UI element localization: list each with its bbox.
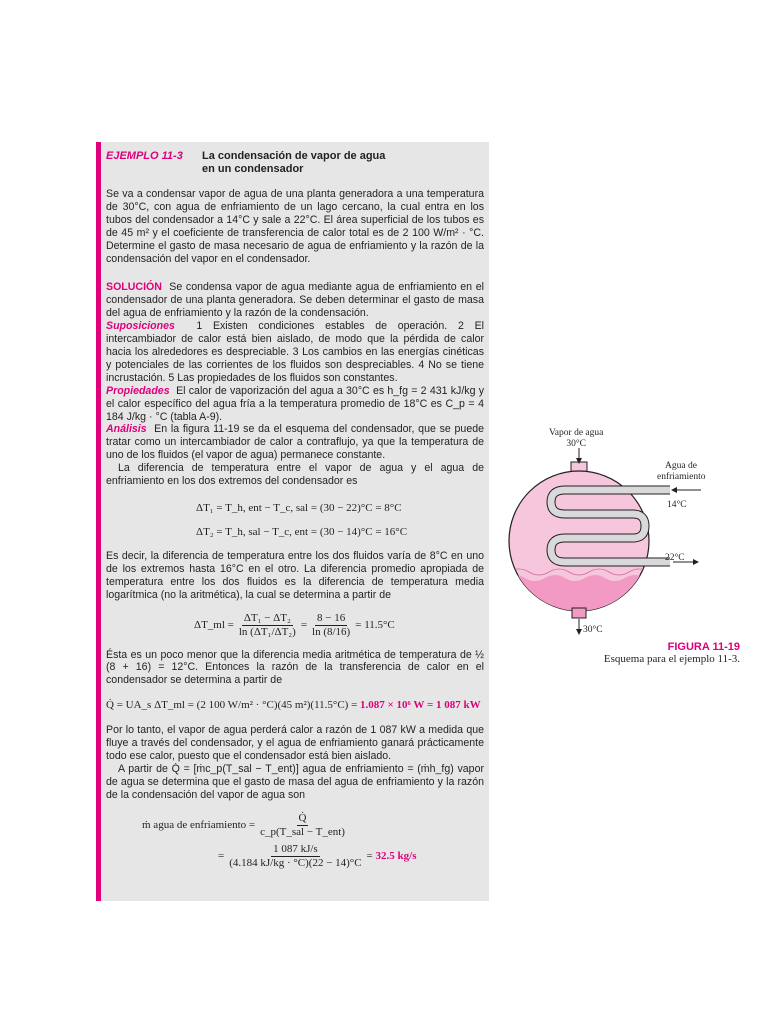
solution-intro xyxy=(106,281,484,320)
mass-flow-value-fraction xyxy=(227,843,363,870)
example-header xyxy=(106,150,484,176)
assumptions-label: Suposiciones xyxy=(106,320,175,333)
paragraph-lmtd: Es decir, la diferencia de temperatura entre los dos fluidos varía de 8°C en uno de los extremos hasta 16°C en el otro. La diferencia promedio apropiada de temperatura entre los dos fluidos es la diferencia de temperatura media logarítmica (no la aritmética), la cual se determina a partir de xyxy=(106,549,484,601)
equation-lmtd xyxy=(194,612,484,639)
mass-flow-fraction xyxy=(258,812,347,839)
figure-caption-label: FIGURA 11-19 xyxy=(667,641,740,653)
properties xyxy=(106,385,484,424)
equation-delta-t1: ΔT₁ = T_h, ent − T_c, sal = (30 − 22)°C = 8°C xyxy=(196,501,402,514)
heat-rate-expression: Q̇ = UA_s ΔT_ml = (2 100 W/m² · °C)(45 m²)(11.5°C) = xyxy=(106,699,358,712)
assumptions xyxy=(106,320,484,385)
condenser-figure xyxy=(505,426,705,676)
paragraph-mass-flow: A partir de Q̇ = [ṁc_p(T_sal − T_ent)] agua de enfriamiento = (ṁh_fg) vapor de agua se determina que el gasto de masa del agua de enfriamiento y la razón de la condensación del vapor de agua son xyxy=(106,762,484,801)
paragraph-heat-loss: Por lo tanto, el vapor de agua perderá calor a razón de 1 087 kW a medida que fluye a través del condensador, y el agua de enfriamiento ganará prácticamente todo ese calor, puesto que el condensador está bien aislado. xyxy=(106,724,484,762)
mass-flow-lhs: ṁ agua de enfriamiento = xyxy=(142,818,256,831)
condenser-diagram xyxy=(505,426,705,641)
lmtd-num2: 8 − 16 xyxy=(317,611,346,624)
example-accent-bar xyxy=(96,142,101,901)
figure-label-out-temp: 22°C xyxy=(665,553,685,563)
properties-text: El calor de vaporización del agua a 30°C es h_fg = 2 431 kJ/kg y el calor específico del agua fría a la temperatura promedio de 18°C es C_p = 4 184 J/kg · °C (tabla A-9). xyxy=(106,384,485,423)
solution-intro-text: Se condensa vapor de agua mediante agua de enfriamiento en el condensador de una planta generadora. Se deben determinar el gasto de masa del agua de enfriamiento y la razón de la condensación. xyxy=(106,281,484,320)
analysis xyxy=(106,423,484,462)
mass-flow-equals: = xyxy=(218,849,225,862)
properties-label: Propiedades xyxy=(106,384,170,397)
mass-flow-value-num: 1 087 kJ/s xyxy=(273,842,318,855)
lmtd-lhs: ΔT_ml = xyxy=(194,618,234,631)
equation-heat-rate xyxy=(106,699,484,712)
lmtd-den1: ln (ΔT₁/ΔT₂) xyxy=(238,625,296,638)
example-title-line1: La condensación de vapor de agua xyxy=(202,150,386,162)
problem-statement: Se va a condensar vapor de agua de una planta generadora a una temperatura de 30°C, con agua de enfriamiento de un lago cercano, la cual entra en los tubos del condensador a 14°C y sale a 22°C. El área superficial de los tubos es de 45 m² y el coeficiente de transferencia de calor total es de 2 100 W/m² · °C. Determine el gasto de masa necesario de agua de enfriamiento y la razón de la condensación del vapor en el condensador. xyxy=(106,188,484,265)
heat-rate-result: 1.087 × 10⁶ W = 1 087 kW xyxy=(360,699,481,712)
lmtd-fraction-1 xyxy=(237,612,298,639)
example-label: EJEMPLO 11-3 xyxy=(106,150,183,162)
lmtd-num1: ΔT₁ − ΔT₂ xyxy=(243,611,291,624)
mass-flow-den: c_p(T_sal − T_ent) xyxy=(260,825,345,838)
solution-label: SOLUCIÓN xyxy=(106,281,162,294)
mass-flow-result: 32.5 kg/s xyxy=(375,849,417,862)
mass-flow-equals-2: = xyxy=(366,849,376,862)
figure-label-water: Agua de enfriamiento xyxy=(657,461,706,482)
analysis-text: En la figura 11-19 se da el esquema del condensador, que se puede tratar como un intercambiador de calor a contraflujo, ya que la temperatura de uno de los fluidos (el vapor de agua) permanece constante. xyxy=(106,423,484,462)
lmtd-fraction-2 xyxy=(310,612,352,639)
figure-caption-text: Esquema para el ejemplo 11-3. xyxy=(603,653,740,665)
figure-label-in-temp: 14°C xyxy=(667,500,687,510)
figure-label-bottom-temp: 30°C xyxy=(583,625,603,635)
equation-mass-flow xyxy=(142,812,484,839)
assumptions-text: 1 Existen condiciones estables de operación. 2 El intercambiador de calor está bien aislado, de modo que la pérdida de calor hacia los alrededores es despreciable. 3 Los cambios en las energías cinéticas y potenciales de las corrientes de los fluidos son despreciables. 4 No se tiene incrustación. 5 Las propiedades de los fluidos son constantes. xyxy=(106,320,484,384)
steam-label: Vapor de agua xyxy=(549,428,604,438)
steam-temp-label: 30°C xyxy=(566,439,586,449)
mass-flow-num: Q̇ xyxy=(298,811,307,824)
lmtd-equals: = xyxy=(300,618,308,631)
equation-delta-t2: ΔT₂ = T_h, sal − T_c, ent = (30 − 14)°C = 16°C xyxy=(196,525,408,538)
analysis-label: Análisis xyxy=(106,423,147,436)
lmtd-rhs: = 11.5°C xyxy=(355,618,395,631)
example-content xyxy=(106,150,484,870)
equation-mass-flow-value xyxy=(218,843,484,870)
paragraph-heat-rate: Ésta es un poco menor que la diferencia media aritmética de temperatura de ½ (8 + 16) = 12°C. Entonces la razón de la transferencia de calor en el condensador se determina a partir de xyxy=(106,648,484,687)
figure-caption xyxy=(560,641,740,665)
example-title xyxy=(202,150,385,176)
paragraph-delta-t: La diferencia de temperatura entre el vapor de agua y el agua de enfriamiento en los dos extremos del condensador es xyxy=(106,462,484,488)
example-title-line2: en un condensador xyxy=(202,163,304,175)
figure-label-steam xyxy=(549,428,603,450)
lmtd-den2: ln (8/16) xyxy=(312,625,351,638)
mass-flow-value-den: (4.184 kJ/kg · °C)(22 − 14)°C xyxy=(229,856,362,869)
